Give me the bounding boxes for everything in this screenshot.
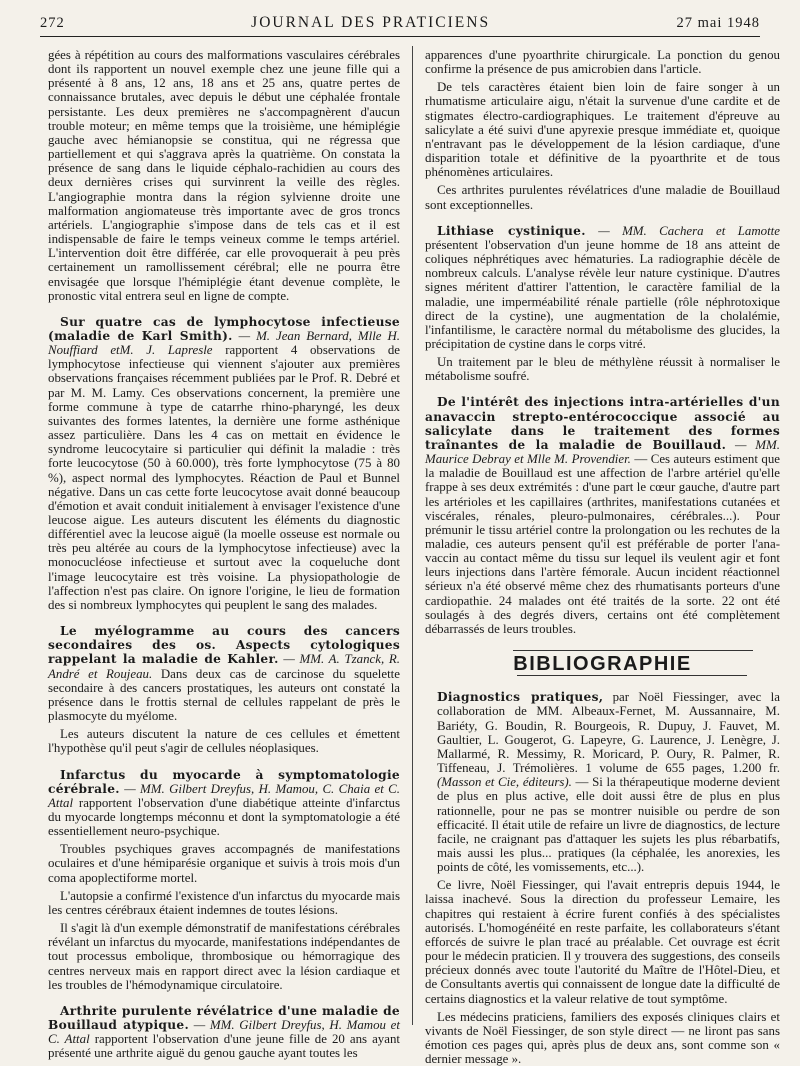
book-author: par Noël Fiessinger,	[612, 690, 729, 705]
intro-paragraph: gées à répétition au cours des malformations vasculaires cérébrales dont ils rapportent un nouvel exemple chez une jeune fille qui a présenté à 8 ans, 12 ans, 18 ans et 25 ans, quatre pertes de connaissance brutales, avec depuis le début une céphalée frontale persistante. Les deux premières ne s'accompagnèrent d'aucun trouble moteur; en même temps que la troisième, une hémiplégie gauche avec hémianopsie se constitua, qui ne régressa que partiellement et qui s'aggrava après la quatrième. On constata la présence de sang dans le liquide céphalo-rachidien au cours des deux dernières crises qui survinrent la veille des règles. L'angiographie montra dans la région sylvienne droite une malformation angiomateuse très importante avec de gros troncs artériels. L'angiographie s'impose dans de tels cas et il est indispensable de faire le temps veineux comme le temps artériel. L'intervention doit être différée, car elle provoquerait à peu près certainement un ramollissement cérébral; elle ne pourra être envisagée que lorsque l'hémiplégie étant devenue complète, le pronostic vital entrera seul en ligne de compte.	[48, 48, 400, 303]
book-paragraph: Les médecins praticiens, familiers des exposés cliniques clairs et vivants de Noël Fiessinger, de son style direct — ne liront pas sans émotion ces pages qui, après plus de deux ans, sont comme son « dernier message ».	[425, 1009, 780, 1066]
book-description: — Si la thérapeutique moderne devient de plus en plus active, elle doit aussi être de plus en plus rationnelle, pour ne pas se montrer nuisible ou perdre de son efficacité. Il était utile de refaire un livre de diagnostics, de lecture facile, ne craignant pas d'attaquer les sujets les plus rébarbatifs, mais aussi les plus... pratiques (la céphalée, les anorexies, les points de côté, les vomissements, etc...).	[437, 775, 780, 875]
article-title: Lithiase cystinique.	[437, 223, 586, 238]
book-paragraph: Ce livre, Noël Fiessinger, qui l'avait entrepris depuis 1944, le laissa inachevé. Sous la direction du professeur Lemaire, les chapitres qui restaient à écrire furent confiés à des spécialistes autorisés. L'homogénéité en reste parfaite, les collaborateurs s'étant efforcés de suivre le plan tracé au préalable. Cet ouvrage est écrit pour le médecin praticien. Il y trouvera des suggestions, des conseils précieux donnés avec toute l'autorité du Maître de l'Hôtel-Dieu, et de Consultants avertis qui connaissent de longue date la difficulté de certains diagnostics et la valeur relative de tout symptôme.	[425, 878, 780, 1006]
bibliography-heading: BIBLIOGRAPHIE	[513, 653, 692, 676]
page-header	[40, 10, 760, 37]
article-paragraph: De tels caractères étaient bien loin de faire songer à un rhumatisme articulaire aigu, n'était la survenue d'une cardite et de stigmates électro-cardiographiques. Le traitement d'épreuve au salicylate a été suivi d'une apyrexie presque immédiate et, quoique n'entravant pas le développement de la lésion cardiaque, d'une disparition totale et définitive de la pyoarthrite et de tous phénomènes articulaires.	[425, 80, 780, 180]
article-paragraph	[48, 315, 400, 612]
article-authors: — M. Jean Bernard, Mlle H. Nouffiard etM. J. Lapresle	[48, 328, 400, 358]
article-text: rapportent l'observation d'une diabétique atteinte d'infarctus du myocarde longtemps méconnu et dont la symptomatologie a été essentiellement neuro-psychique.	[48, 795, 400, 839]
article-paragraph	[48, 768, 400, 839]
article-title: Le myélogramme au cours des cancers secondaires des os. Aspects cytologiques rappelant la maladie de Kahler.	[48, 624, 400, 667]
article-paragraph: Un traitement par le bleu de méthylène réussit à normaliser le métabolisme soufré.	[425, 355, 780, 384]
article-authors: — MM. Maurice Debray et Mlle M. Provendier.	[425, 437, 780, 467]
journal-title: JOURNAL DES PRATICIENS	[251, 14, 491, 31]
bibliography-rule-top	[513, 650, 753, 651]
article-text: — Ces auteurs estiment que la maladie de Bouillaud est une affection de l'arbre artériel qu'elle frappe à ses deux extrémités : d'une part le cœur gauche, d'autre part les artérioles et les capillaires (arthrites, manifestations cutanées et viscérales, rénales, pleuro-pulmonaires, cérébrales...). Pour prémunir le tissu artériel contre la prolongation ou les rechutes de la maladie, ces auteurs pensent qu'il est préférable de porter l'ana-vaccin au contact même du tissu sur lequel ils veulent agir et font leurs injections dans l'artère fémorale. Aucun incident réactionnel sérieux n'a été observé même chez des rhumatisants porteurs d'une cardiopathie. 24 malades ont été traités de la sorte. 22 ont été soulagés à des degrés divers, certains ont été complètement débarrassés de leurs troubles.	[425, 452, 780, 636]
book-entry	[425, 690, 780, 874]
article-paragraph	[425, 224, 780, 351]
article-title: Sur quatre cas de lymphocytose infectieuse (maladie de Karl Smith).	[48, 314, 400, 343]
article-paragraph	[48, 624, 400, 723]
right-column	[425, 48, 780, 1066]
book-publisher: (Masson et Cie, éditeurs).	[437, 775, 572, 790]
article-lymphocytose	[48, 315, 400, 612]
left-column	[48, 48, 400, 1061]
article-paragraph	[425, 395, 780, 636]
article-text: présentent l'observation d'un jeune homme de 18 ans atteint de coliques néphrétiques avec hématuries. La radiographie décèle de nombreux calculs. L'analyse révèle leur nature cystinique. D'autres signes méritent d'attirer l'attention, le caractère familial de la maladie, une imperméabilité rénale partielle (rôle néphrotoxique direct de la cystine), une augmentation de la cholalémie, l'infantilisme, le caractère normal du métabolisme des glucides, la précipitation de cystine dans le corps vitré.	[425, 237, 780, 351]
article-title: Arthrite purulente révélatrice d'une maladie de Bouillaud atypique.	[48, 1003, 400, 1032]
article-text: Dans deux cas de carcinose du squelette secondaire à des cancers prostatiques, les auteurs ont constaté la présence dans le frottis sternal de cellules rappelant de près le plasmocyte du myélome.	[48, 666, 400, 724]
article-lithiase	[425, 224, 780, 384]
article-continuation: apparences d'une pyoarthrite chirurgicale. La ponction du genou confirme la présence de pus amicrobien dans l'article.	[425, 48, 780, 77]
article-paragraph	[48, 1004, 400, 1061]
column-divider	[412, 46, 413, 1025]
book-collaborators: avec la collaboration de MM. Albeaux-Fernet, M. Aussannaire, M. Bariéty, G. Boudin, R. Bourgeois, R. Dupuy, J. Fauvet, M. Gaultier, L. Gougerot, G. Lapeyre, G. Laurence, J. Lenègre, J. Mallarmé, R. Messimy, R. Moricard, P. Oury, R. Palmer, R. Tiffeneau, J. Trémolières. 1 volume de 655 pages, 1.200 fr.	[437, 690, 780, 776]
article-title: Infarctus du myocarde à symptomatologie cérébrale.	[48, 767, 400, 796]
article-paragraph: Il s'agit là d'un exemple démonstratif de manifestations cérébrales révélant un infarctus du myocarde, manifestations indépendantes de tout processus embolique, thrombosique ou hémorragique des centres nerveux mais en rapport direct avec la lésion cardiaque et les troubles de l'hémodynamique circulatoire.	[48, 921, 400, 992]
article-arthrite	[48, 1004, 400, 1061]
article-authors: — MM. A. Tzanck, R. André et Roujeau.	[48, 652, 400, 681]
article-injections	[425, 395, 780, 636]
book-title: Diagnostics pratiques,	[437, 690, 604, 705]
issue-date: 27 mai 1948	[676, 14, 760, 31]
bibliography-rule-bottom	[517, 675, 747, 676]
article-paragraph: L'autopsie a confirmé l'existence d'un infarctus du myocarde mais les centres cérébraux étaient indemnes de toutes lésions.	[48, 888, 400, 917]
article-paragraph: Troubles psychiques graves accompagnés de manifestations oculaires et d'une hémiparésie organique et suivis à trois mois d'un coma apoplectiforme mortel.	[48, 842, 400, 885]
article-paragraph: Les auteurs discutent la nature de ces cellules et émettent l'hypothèse qu'il peut s'agir de cellules néoplasiques.	[48, 727, 400, 756]
article-authors: — MM. Gilbert Dreyfus, H. Mamou, C. Chaia et C. Attal	[48, 781, 400, 810]
article-paragraph: Ces arthrites purulentes révélatrices d'une maladie de Bouillaud sont exceptionnelles.	[425, 183, 780, 212]
page-number: 272	[40, 14, 65, 31]
article-text: rapportent 4 observations de lymphocytose infectieuse qui viennent s'ajouter aux premières observations françaises récemment publiées par le Prof. R. Debré et par M. M. Lamy. Ces observations concernent, la première une forme commune à type de catarrhe rhino-pharyngé, les deux suivantes des formes latentes, la dernière une forme asthénique assez particulière. Dans les 4 cas on mettait en évidence le syndrome leucocytaire si particulier qui définit la maladie : très forte leucocytose (50 à 60.000), très forte lymphocytose (75 à 80 %), aspect normal des lymphocytes. Réaction de Paul et Bunnel négative. Dans un cas cette forte leucocytose avait donné beaucoup d'émotion et avait conduit initialement à envisager l'existence d'une leucose aigue. Les auteurs discutent les éléments du diagnostic différentiel avec la leucose aiguë (la moelle osseuse est normale ou très peu altérée au cours de la lymphocytose infectieuse) avec la monocucléose infectieuse et surtout avec la coqueluche dont l'image leucocytaire est très voisine. La physiopathologie de l'affection n'est pas claire. On ignore l'origine, le lieu de formation des si nombreux lymphocytes qui peuplent le sang des malades.	[48, 343, 400, 612]
article-authors: — MM. Cachera et Lamotte	[598, 223, 780, 238]
article-myelogramme	[48, 624, 400, 755]
article-title: De l'intérêt des injections intra-artérielles d'un anavaccin strepto-entérococcique associé au salicylate dans le traitement des formes traînantes de la maladie de Bouillaud.	[425, 395, 780, 452]
article-infarctus	[48, 768, 400, 992]
article-text: rapportent l'observation d'une jeune fille de 20 ans ayant présenté une arthrite aiguë du genou gauche ayant toutes les	[48, 1032, 400, 1061]
article-authors: — MM. Gilbert Dreyfus, H. Mamou et C. Attal	[48, 1018, 400, 1047]
